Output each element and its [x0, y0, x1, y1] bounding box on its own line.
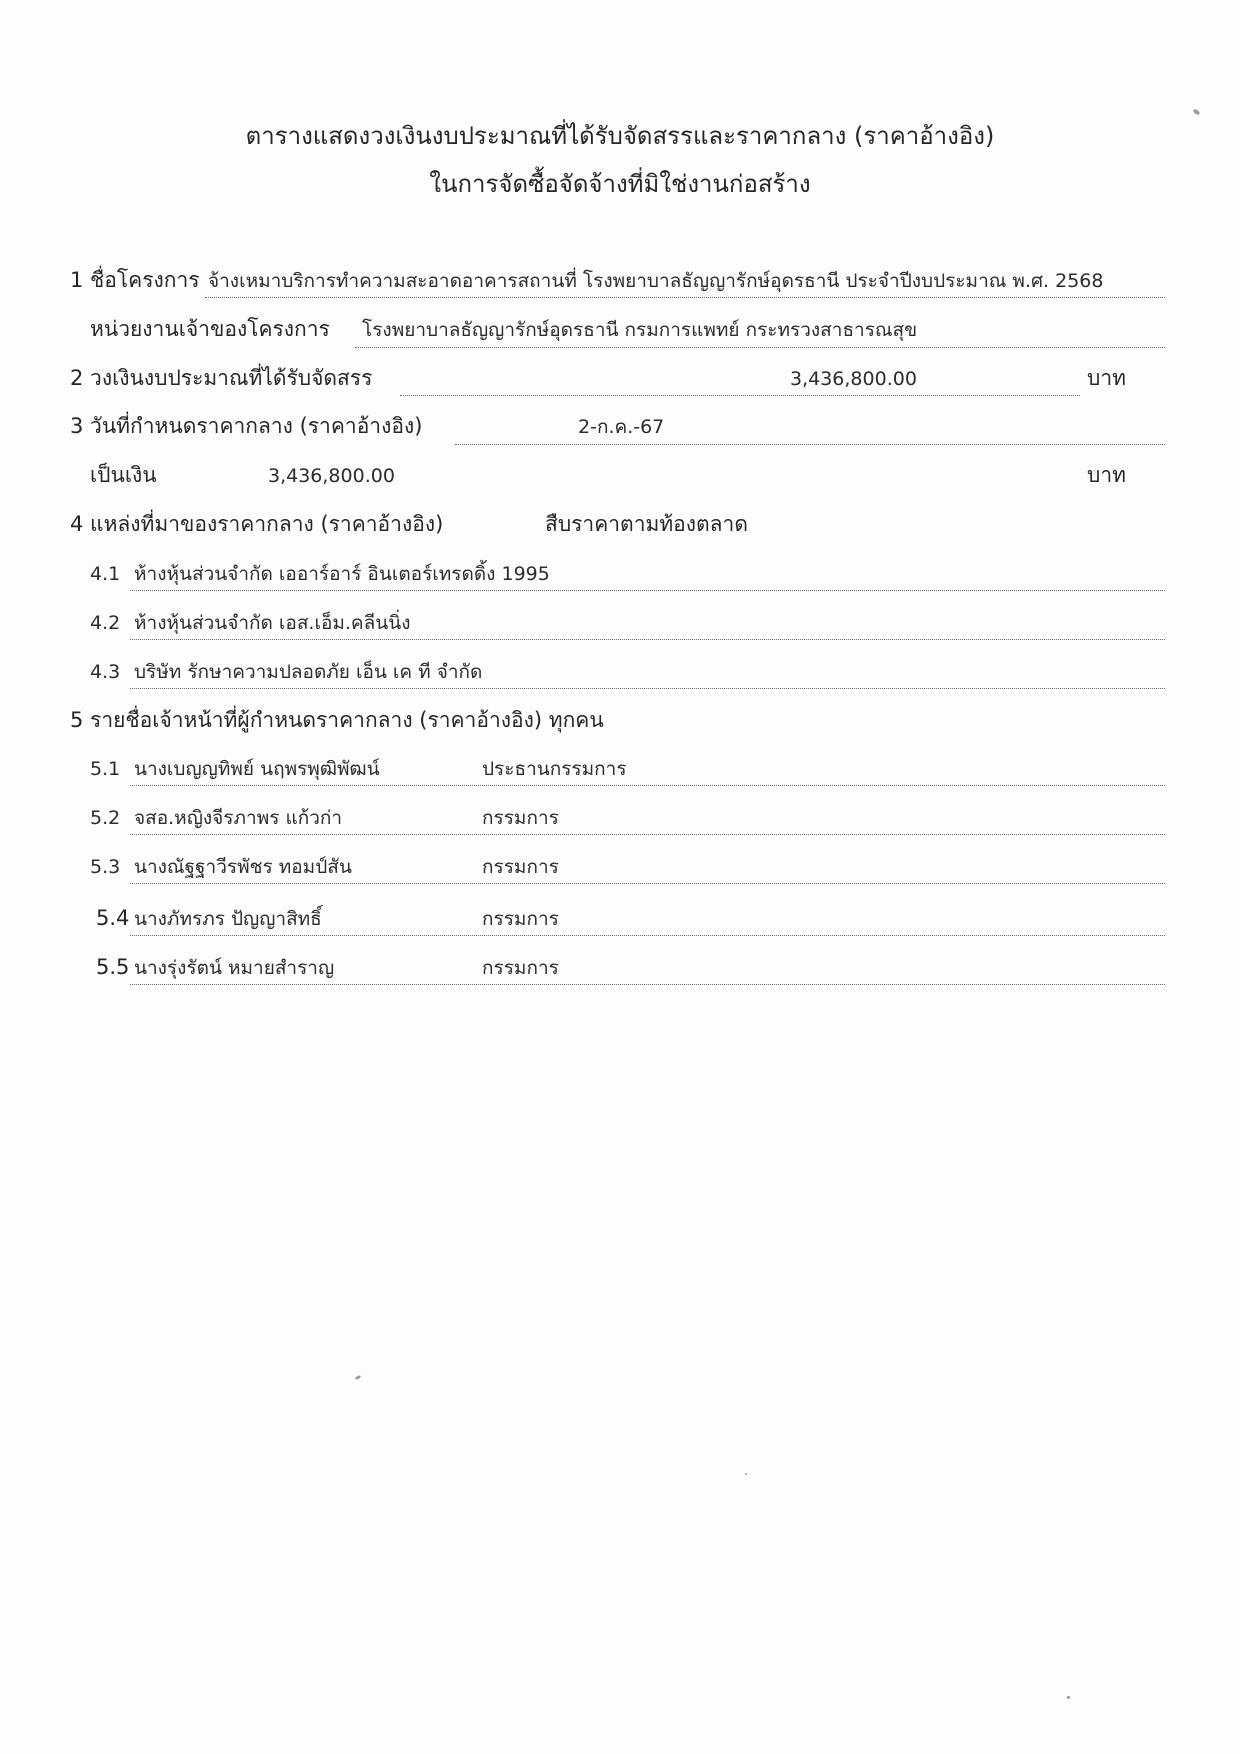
- scan-speck: [355, 1375, 362, 1381]
- reference-date-line: [455, 444, 1165, 445]
- member-role: กรรมการ: [482, 908, 559, 930]
- project-name-label: 1 ชื่อโครงการ: [70, 268, 200, 292]
- scan-speck: [1067, 1696, 1070, 1699]
- committee-label: 5 รายชื่อเจ้าหน้าที่ผู้กำหนดราคากลาง (ราคาอ้างอิง) ทุกคน: [70, 708, 604, 732]
- amount-unit: บาท: [1087, 463, 1126, 487]
- source-no: 4.3: [90, 661, 121, 683]
- member-role: กรรมการ: [482, 807, 559, 829]
- amount-label: เป็นเงิน: [90, 463, 157, 487]
- member-name: นางเบญญทิพย์ นฤพรพุฒิพัฒน์: [134, 758, 380, 780]
- member-no: 5.1: [90, 758, 121, 780]
- source-line: [130, 639, 1165, 640]
- source-no: 4.1: [90, 563, 121, 585]
- owner-line: [355, 347, 1165, 348]
- member-line: [130, 935, 1165, 936]
- owner-value: โรงพยาบาลธัญญารักษ์อุดรธานี กรมการแพทย์ กระทรวงสาธารณสุข: [362, 319, 918, 341]
- member-line: [130, 834, 1165, 835]
- owner-label: หน่วยงานเจ้าของโครงการ: [90, 317, 330, 341]
- reference-date-label: 3 วันที่กำหนดราคากลาง (ราคาอ้างอิง): [70, 414, 423, 438]
- member-role: กรรมการ: [482, 957, 559, 979]
- amount-value: 3,436,800.00: [268, 465, 395, 487]
- reference-date-value: 2-ก.ค.-67: [578, 416, 665, 438]
- source-line: [130, 590, 1165, 591]
- member-role: ประธานกรรมการ: [482, 758, 627, 780]
- scan-speck: [745, 1473, 747, 1475]
- member-no: 5.4: [96, 906, 130, 930]
- member-no: 5.2: [90, 807, 121, 829]
- budget-line: [400, 395, 1080, 396]
- member-name: นางณัฐฐาวีรพัชร ทอมป์สัน: [134, 856, 352, 878]
- member-line: [130, 883, 1165, 884]
- doc-title-line2: ในการจัดซื้อจัดจ้างที่มิใช่งานก่อสร้าง: [429, 170, 811, 198]
- scan-speck: [1192, 108, 1200, 115]
- member-no: 5.3: [90, 856, 121, 878]
- price-source-label: 4 แหล่งที่มาของราคากลาง (ราคาอ้างอิง): [70, 512, 444, 536]
- member-name: นางภัทรภร ปัญญาสิทธิ์: [134, 908, 322, 930]
- member-role: กรรมการ: [482, 856, 559, 878]
- source-no: 4.2: [90, 612, 121, 634]
- source-line: [130, 688, 1165, 689]
- source-name: บริษัท รักษาความปลอดภัย เอ็น เค ที จำกัด: [134, 661, 483, 683]
- member-name: นางรุ่งรัตน์ หมายสำราญ: [134, 957, 335, 979]
- member-name: จสอ.หญิงจีรภาพร แก้วก่า: [134, 807, 343, 829]
- price-source-method: สืบราคาตามท้องตลาด: [545, 512, 748, 536]
- source-name: ห้างหุ้นส่วนจำกัด เอส.เอ็ม.คลีนนิ่ง: [134, 612, 411, 634]
- budget-unit: บาท: [1087, 366, 1126, 390]
- budget-value: 3,436,800.00: [790, 368, 917, 390]
- member-line: [130, 984, 1165, 985]
- member-no: 5.5: [96, 955, 130, 979]
- project-name-value: จ้างเหมาบริการทำความสะอาดอาคารสถานที่ โรงพยาบาลธัญญารักษ์อุดรธานี ประจำปีงบประมาณ พ.ศ. 2568: [208, 270, 1104, 292]
- member-line: [130, 785, 1165, 786]
- project-name-line: [205, 297, 1165, 298]
- budget-label: 2 วงเงินงบประมาณที่ได้รับจัดสรร: [70, 366, 373, 390]
- source-name: ห้างหุ้นส่วนจำกัด เออาร์อาร์ อินเตอร์เทรดดิ้ง 1995: [134, 563, 550, 585]
- doc-title-line1: ตารางแสดงวงเงินงบประมาณที่ได้รับจัดสรรและราคากลาง (ราคาอ้างอิง): [245, 122, 995, 150]
